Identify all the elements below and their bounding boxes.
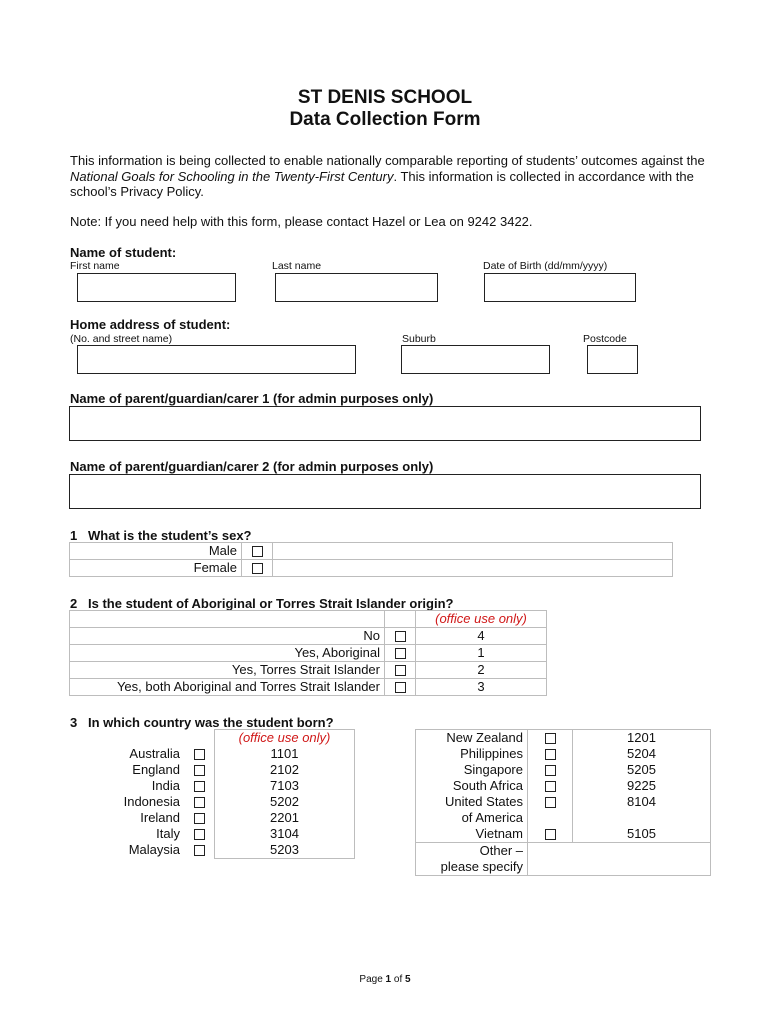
- q3-checkbox[interactable]: [184, 762, 215, 778]
- q3-checkbox[interactable]: [184, 810, 215, 826]
- q1-empty-cell: [273, 560, 673, 577]
- student-name-heading: Name of student:: [70, 245, 177, 260]
- table-row: [78, 746, 355, 762]
- q1-heading: 1 What is the student’s sex?: [70, 528, 252, 543]
- q1-table: [69, 542, 673, 577]
- table-row: [78, 842, 355, 859]
- q3-country: England: [132, 762, 180, 777]
- q2-table: [69, 610, 547, 696]
- q3-code: 5205: [573, 762, 711, 778]
- checkbox-icon: [395, 631, 406, 642]
- suburb-label: Suburb: [402, 333, 436, 345]
- address-heading: Home address of student:: [70, 317, 231, 332]
- q3-checkbox[interactable]: [528, 826, 573, 843]
- q3-right-table: [415, 729, 711, 876]
- q3-country: India: [151, 778, 180, 793]
- q3-code: 2201: [215, 810, 355, 826]
- last-name-field[interactable]: [275, 273, 438, 302]
- checkbox-icon: [194, 845, 205, 856]
- q3-country: Vietnam: [416, 826, 528, 843]
- parent2-field[interactable]: [69, 474, 701, 509]
- q3-checkbox[interactable]: [528, 794, 573, 810]
- q3-checkbox[interactable]: [528, 730, 573, 747]
- q2-option-label: Yes, Aboriginal: [70, 645, 385, 662]
- table-row: [70, 662, 547, 679]
- checkbox-icon: [395, 648, 406, 659]
- q2-code: 3: [416, 679, 547, 696]
- checkbox-icon: [395, 665, 406, 676]
- table-row: [416, 794, 711, 810]
- q3-country: Indonesia: [123, 794, 180, 809]
- q2-code: 2: [416, 662, 547, 679]
- table-row: [78, 826, 355, 842]
- q3-code: 5105: [573, 826, 711, 843]
- q2-checkbox[interactable]: [385, 645, 416, 662]
- q3-code: 3104: [215, 826, 355, 842]
- table-row: [70, 543, 673, 560]
- table-row: [70, 628, 547, 645]
- q3-checkbox[interactable]: [528, 778, 573, 794]
- q2-option-label: No: [70, 628, 385, 645]
- q1-empty-cell: [273, 543, 673, 560]
- q3-country: Singapore: [416, 762, 528, 778]
- form-title: Data Collection Form: [289, 109, 481, 130]
- checkbox-icon: [545, 749, 556, 760]
- q3-country: Malaysia: [128, 842, 180, 858]
- q3-country: Ireland: [140, 810, 180, 825]
- checkbox-icon: [194, 813, 205, 824]
- q3-checkbox[interactable]: [184, 746, 215, 762]
- q1-male-checkbox[interactable]: [242, 543, 273, 560]
- table-row: [70, 679, 547, 696]
- checkbox-icon: [395, 682, 406, 693]
- q3-code: 5203: [215, 842, 355, 859]
- table-row: [416, 730, 711, 747]
- q3-checkbox[interactable]: [528, 746, 573, 762]
- table-row: [416, 843, 711, 860]
- q2-code: 4: [416, 628, 547, 645]
- q3-country: please specify: [416, 859, 528, 876]
- q3-country: New Zealand: [416, 730, 528, 747]
- q3-code: 9225: [573, 778, 711, 794]
- table-row: [78, 794, 355, 810]
- street-field[interactable]: [77, 345, 356, 374]
- table-row: [416, 826, 711, 843]
- q3-country: United States: [416, 794, 528, 810]
- checkbox-icon: [194, 749, 205, 760]
- q1-option-female: Female: [70, 560, 242, 577]
- checkbox-icon: [252, 563, 263, 574]
- table-row: [70, 560, 673, 577]
- q3-country: of America: [416, 810, 528, 826]
- dob-field[interactable]: [484, 273, 636, 302]
- parent1-heading: Name of parent/guardian/carer 1 (for admin purposes only): [70, 391, 434, 406]
- intro-paragraph: This information is being collected to enable nationally comparable reporting of students’ outcomes against the National Goals for Schooling in the Twenty-First Century. This information is collected in accordance with the school’s Privacy Policy.: [70, 153, 705, 199]
- q3-country: South Africa: [416, 778, 528, 794]
- last-name-label: Last name: [272, 260, 322, 272]
- q2-heading: 2 Is the student of Aboriginal or Torres Strait Islander origin?: [70, 596, 454, 611]
- school-name: ST DENIS SCHOOL: [297, 87, 473, 108]
- dob-label: Date of Birth (dd/mm/yyyy): [483, 260, 608, 272]
- checkbox-icon: [545, 829, 556, 840]
- parent2-heading: Name of parent/guardian/carer 2 (for admin purposes only): [70, 459, 434, 474]
- q1-female-checkbox[interactable]: [242, 560, 273, 577]
- table-row: [70, 611, 547, 628]
- q2-code: 1: [416, 645, 547, 662]
- q3-code: 1101: [215, 746, 355, 762]
- checkbox-icon: [194, 765, 205, 776]
- table-row: [78, 730, 355, 747]
- table-row: [78, 778, 355, 794]
- q3-country: Australia: [129, 746, 180, 761]
- q3-checkbox[interactable]: [528, 762, 573, 778]
- checkbox-icon: [545, 797, 556, 808]
- q3-checkbox[interactable]: [184, 842, 215, 859]
- q1-option-male: Male: [70, 543, 242, 560]
- q2-checkbox[interactable]: [385, 662, 416, 679]
- table-row: [416, 778, 711, 794]
- table-row: [416, 810, 711, 826]
- table-row: [70, 645, 547, 662]
- q3-country: Philippines: [416, 746, 528, 762]
- first-name-label: First name: [70, 260, 120, 272]
- checkbox-icon: [194, 829, 205, 840]
- q2-office-use: (office use only): [416, 611, 547, 628]
- q3-country: Italy: [156, 826, 180, 841]
- table-row: [78, 762, 355, 778]
- first-name-field[interactable]: [77, 273, 236, 302]
- suburb-field[interactable]: [401, 345, 550, 374]
- q3-code: 7103: [215, 778, 355, 794]
- checkbox-icon: [545, 781, 556, 792]
- q3-country: Other –: [416, 843, 528, 860]
- table-row: [78, 810, 355, 826]
- checkbox-icon: [545, 733, 556, 744]
- parent1-field[interactable]: [69, 406, 701, 441]
- q3-left-table: [78, 729, 355, 859]
- table-row: [416, 762, 711, 778]
- q3-checkbox[interactable]: [184, 778, 215, 794]
- q3-code: 2102: [215, 762, 355, 778]
- q3-office-use: (office use only): [215, 730, 355, 747]
- postcode-field[interactable]: [587, 345, 638, 374]
- postcode-label: Postcode: [583, 333, 627, 345]
- table-row: [416, 746, 711, 762]
- q2-option-label: Yes, Torres Strait Islander: [70, 662, 385, 679]
- page-indicator: Page 1 of 5: [359, 974, 411, 985]
- q3-checkbox[interactable]: [184, 794, 215, 810]
- q3-code: 1201: [573, 730, 711, 747]
- checkbox-icon: [252, 546, 263, 557]
- checkbox-icon: [194, 781, 205, 792]
- checkbox-icon: [194, 797, 205, 808]
- q3-code: 5204: [573, 746, 711, 762]
- checkbox-icon: [545, 765, 556, 776]
- q3-code: 5202: [215, 794, 355, 810]
- q3-code: 8104: [573, 794, 711, 810]
- q3-checkbox[interactable]: [184, 826, 215, 842]
- help-note: Note: If you need help with this form, please contact Hazel or Lea on 9242 3422.: [70, 214, 533, 229]
- q2-checkbox[interactable]: [385, 679, 416, 696]
- street-label: (No. and street name): [70, 333, 173, 345]
- q3-heading: 3 In which country was the student born?: [70, 715, 334, 730]
- q2-checkbox[interactable]: [385, 628, 416, 645]
- q2-option-label: Yes, both Aboriginal and Torres Strait Islander: [70, 679, 385, 696]
- q3-other-specify-field[interactable]: [528, 843, 711, 876]
